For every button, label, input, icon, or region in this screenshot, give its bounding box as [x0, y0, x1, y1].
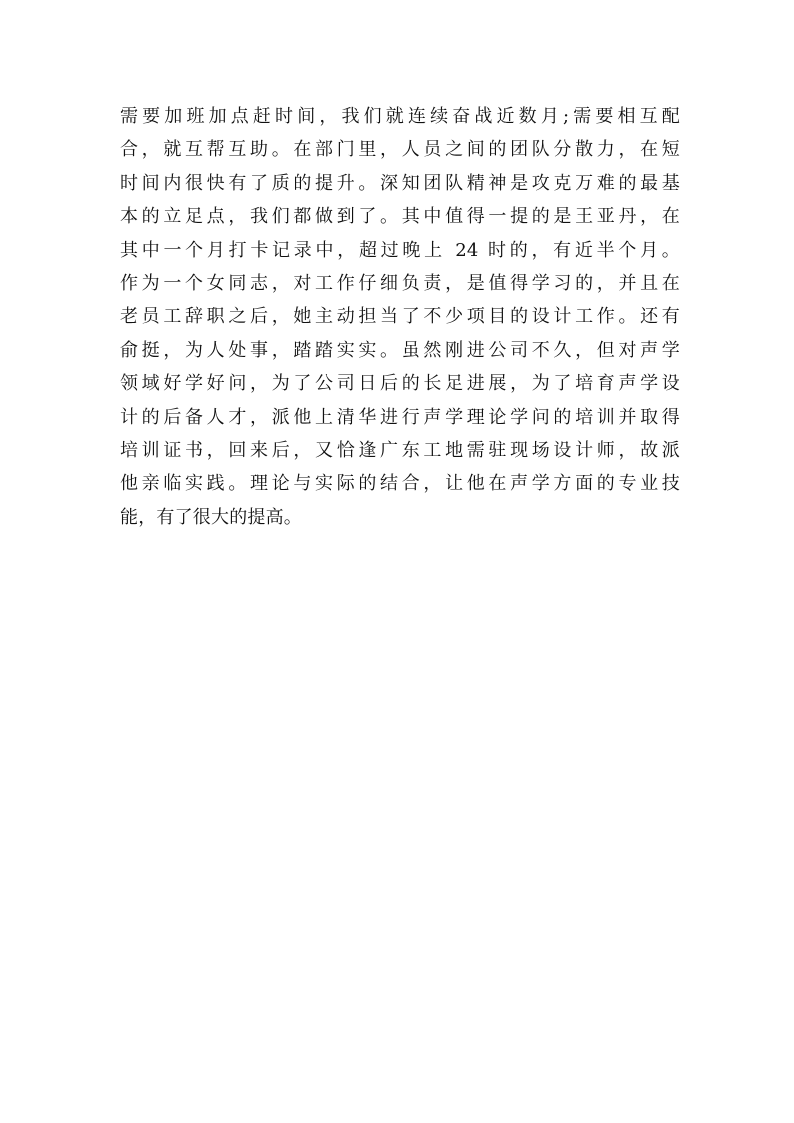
paragraph-line: 本的立足点，我们都做到了。其中值得一提的是王亚丹，在	[120, 206, 680, 228]
paragraph-line: 其中一个月打卡记录中，超过晚上 24 时的，有近半个月。	[120, 239, 680, 261]
paragraph-line: 俞挺，为人处事，踏踏实实。虽然刚进公司不久，但对声学	[120, 339, 680, 361]
body-paragraph	[120, 100, 680, 534]
paragraph-line: 领域好学好问，为了公司日后的长足进展，为了培育声学设	[120, 373, 680, 395]
paragraph-line: 需要加班加点赶时间，我们就连续奋战近数月;需要相互配	[120, 106, 680, 127]
paragraph-line: 时间内很快有了质的提升。深知团队精神是攻克万难的最基	[120, 172, 680, 194]
paragraph-line: 老员工辞职之后，她主动担当了不少项目的设计工作。还有	[120, 306, 680, 328]
paragraph-line: 能，有了很大的提高。	[120, 506, 302, 528]
paragraph-line: 计的后备人才，派他上清华进行声学理论学问的培训并取得	[120, 406, 680, 428]
paragraph-line: 作为一个女同志，对工作仔细负责，是值得学习的，并且在	[120, 272, 680, 294]
paragraph-line: 培训证书，回来后，又恰逢广东工地需驻现场设计师，故派	[120, 439, 680, 461]
paragraph-line: 他亲临实践。理论与实际的结合，让他在声学方面的专业技	[120, 473, 680, 495]
paragraph-line: 合，就互帮互助。在部门里，人员之间的团队分散力，在短	[120, 139, 680, 161]
